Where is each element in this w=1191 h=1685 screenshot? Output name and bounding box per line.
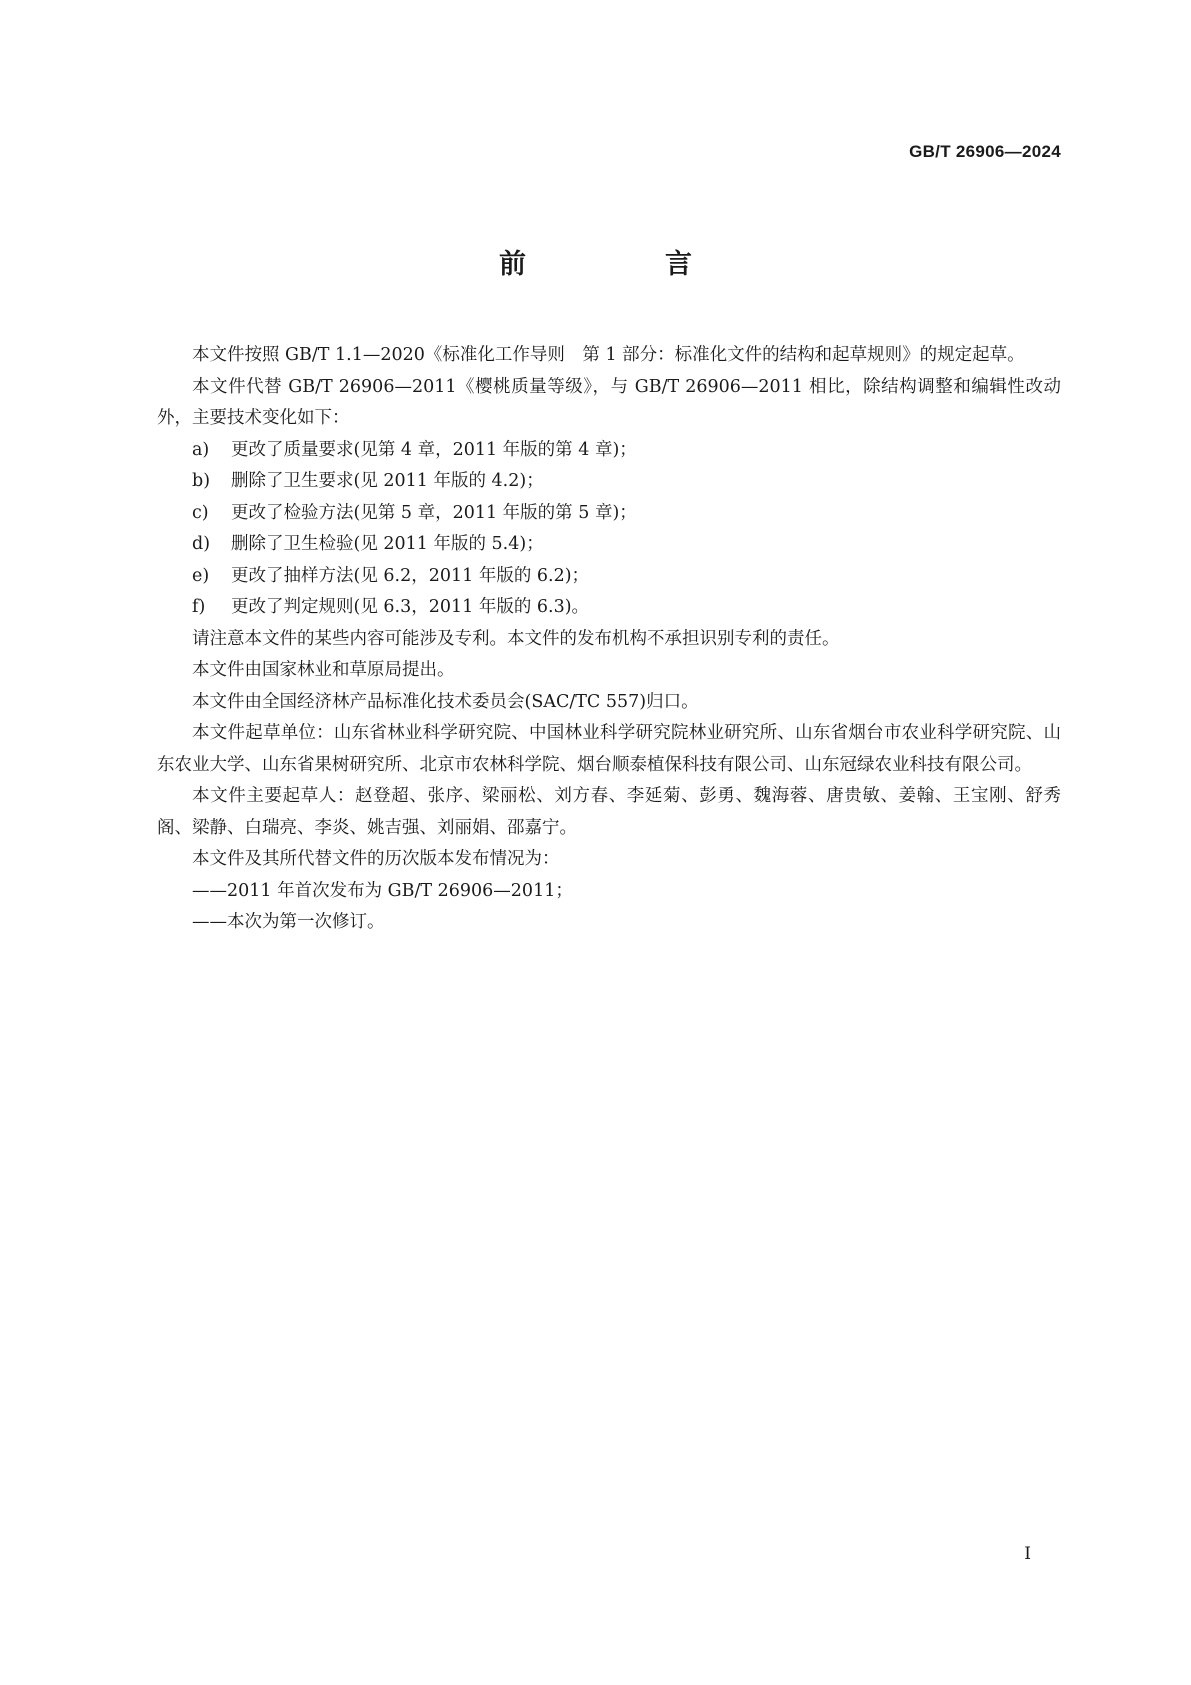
paragraph-drafting-units: 本文件起草单位：山东省林业科学研究院、中国林业科学研究院林业研究所、山东省烟台市农业科学研究院、山东农业大学、山东省果树研究所、北京市农林科学院、烟台顺泰植保科技有限公司、山东冠绿农业科技有限公司。 bbox=[157, 723, 1061, 775]
change-item-mark: a) bbox=[192, 439, 210, 460]
change-item-c bbox=[157, 498, 1061, 530]
change-item-a bbox=[157, 435, 1061, 467]
change-item-f bbox=[157, 592, 1061, 624]
version-history-item: ——本次为第一次修订。 bbox=[192, 912, 385, 932]
change-item-text: 删除了卫生检验(见 2011 年版的 5.4)； bbox=[231, 534, 544, 554]
change-item-e bbox=[157, 561, 1061, 593]
page-number: I bbox=[1024, 1544, 1031, 1564]
paragraph-patent-notice: 请注意本文件的某些内容可能涉及专利。本文件的发布机构不承担识别专利的责任。 bbox=[192, 628, 840, 649]
page-title: 前 言 bbox=[499, 249, 748, 280]
change-item-text: 删除了卫生要求(见 2011 年版的 4.2)； bbox=[231, 471, 544, 491]
standard-number: GB/T 26906—2024 bbox=[909, 142, 1061, 161]
change-item-mark: f) bbox=[192, 597, 206, 617]
version-history-item: ——2011 年首次发布为 GB/T 26906—2011； bbox=[192, 880, 573, 901]
change-item-text: 更改了质量要求(见第 4 章，2011 年版的第 4 章)； bbox=[231, 439, 637, 460]
foreword-body bbox=[157, 340, 1061, 939]
change-item-mark: c) bbox=[192, 502, 209, 523]
change-item-text: 更改了判定规则(见 6.3，2011 年版的 6.3)。 bbox=[231, 597, 590, 617]
change-item-mark: d) bbox=[192, 534, 211, 554]
paragraph-version-history: 本文件及其所代替文件的历次版本发布情况为： bbox=[192, 849, 560, 869]
change-item-b bbox=[157, 466, 1061, 498]
paragraph-technical-committee: 本文件由全国经济林产品标准化技术委员会(SAC/TC 557)归口。 bbox=[192, 691, 699, 712]
change-item-mark: e) bbox=[192, 565, 210, 586]
change-item-text: 更改了抽样方法(见 6.2，2011 年版的 6.2)； bbox=[231, 565, 590, 586]
paragraph-drafters: 本文件主要起草人：赵登超、张序、梁丽松、刘方春、李延菊、彭勇、魏海蓉、唐贵敏、姜翰、王宝刚、舒秀阁、梁静、白瑞亮、李炎、姚吉强、刘丽娟、邵嘉宁。 bbox=[157, 786, 1061, 838]
paragraph-replaces: 本文件代替 GB/T 26906—2011《樱桃质量等级》，与 GB/T 26906—2011 相比，除结构调整和编辑性改动外，主要技术变化如下： bbox=[157, 376, 1061, 428]
change-item-mark: b) bbox=[192, 471, 211, 491]
change-item-text: 更改了检验方法(见第 5 章，2011 年版的第 5 章)； bbox=[231, 502, 637, 523]
paragraph-drafting-rules: 本文件按照 GB/T 1.1—2020《标准化工作导则 第 1 部分：标准化文件的结构和起草规则》的规定起草。 bbox=[192, 345, 1025, 365]
paragraph-proposed-by: 本文件由国家林业和草原局提出。 bbox=[192, 660, 455, 680]
change-item-d bbox=[157, 529, 1061, 561]
